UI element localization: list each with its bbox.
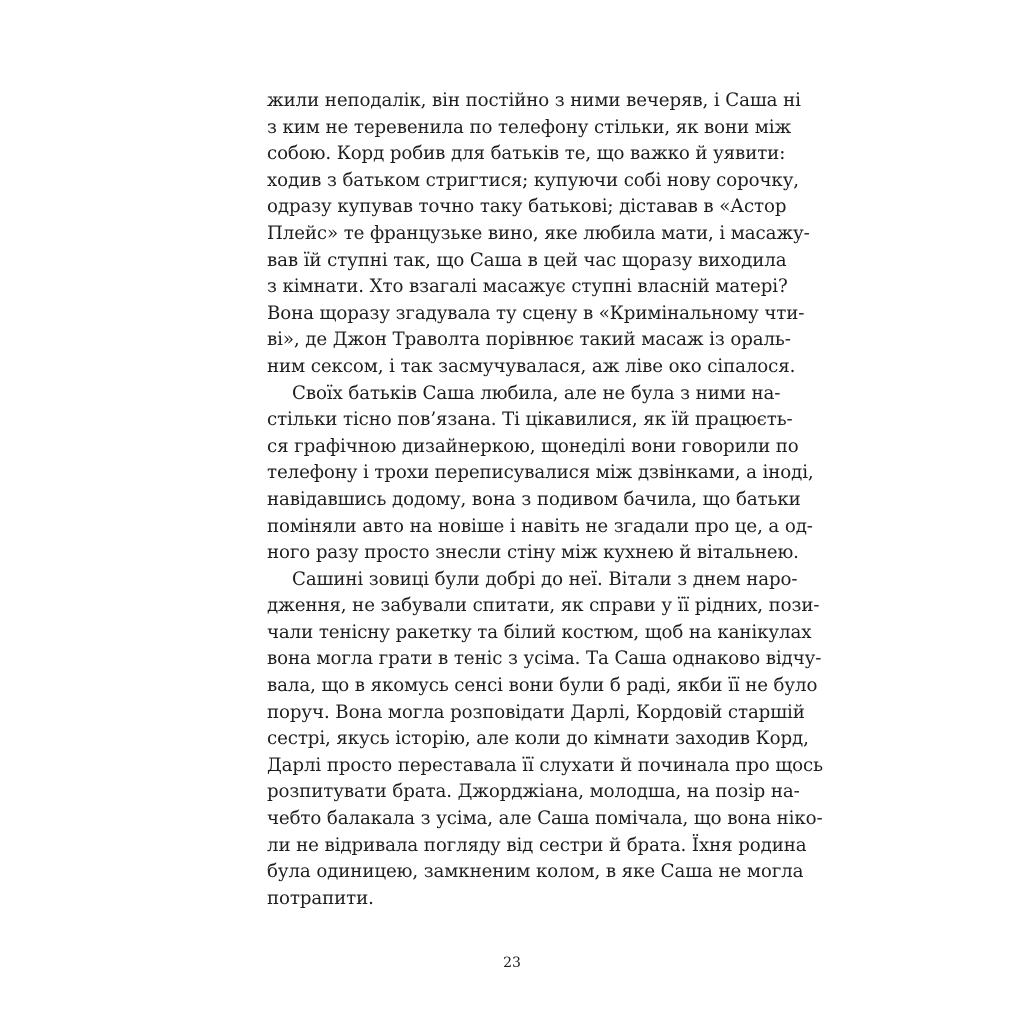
text-line: чали тенісну ракетку та білий костюм, щоб на канікулах	[267, 621, 812, 643]
text-line: Плейс» те французьке вино, яке любила мати, і масажу-	[267, 222, 810, 244]
text-line: Своїх батьків Саша любила, але не була з ними на-	[292, 382, 781, 404]
text-line: вала, що в якомусь сенсі вони були б раді, якби її не було	[267, 675, 818, 697]
text-line: сестрі, якусь історію, але коли до кімнати заходив Корд,	[267, 728, 809, 750]
text-line: ного разу просто знесли стіну між кухнею й вітальнею.	[267, 542, 799, 564]
text-line: ли не відривала погляду від сестри й брата. Їхня родина	[267, 834, 807, 856]
text-line: собою. Корд робив для батьків те, що важко й уявити:	[267, 143, 786, 165]
text-line: з кімнати. Хто взагалі масажує ступні власній матері?	[267, 276, 788, 298]
text-line: жили неподалік, він постійно з ними вечеряв, і Саша ні	[267, 90, 801, 111]
text-line: поміняли авто на новіше і навіть не згадали про це, а од-	[267, 515, 813, 537]
text-line: дження, не забували спитати, як справи у її рідних, пози-	[267, 595, 820, 617]
paragraph	[267, 567, 823, 913]
text-line: ві», де Джон Траволта порівнює такий масаж із ораль-	[267, 329, 791, 351]
text-line: навідавшись додому, вона з подивом бачила, що батьки	[267, 488, 801, 510]
text-line: телефону і трохи переписувалися між дзвінками, а іноді,	[267, 462, 814, 484]
paragraph	[267, 88, 810, 381]
text-line: ся графічною дизайнеркою, щонеділі вони говорили по	[267, 435, 799, 457]
text-line: ним сексом, і так засмучувалася, аж ліве око сіпалося.	[267, 355, 796, 377]
text-line: Сашині зовиці були добрі до неї. Вітали з днем наро-	[292, 568, 798, 590]
text-line: Вона щоразу згадувала ту сцену в «Кримінальному чти-	[267, 302, 805, 324]
text-line: з ким не теревенила по телефону стільки, як вони між	[267, 116, 792, 138]
text-line: чебто балакала з усіма, але Саша помічала, що вона ніко-	[267, 808, 823, 830]
text-line: ходив з батьком стригтися; купуючи собі нову сорочку,	[267, 169, 799, 191]
text-line: вав їй ступні так, що Саша в цей час щоразу виходила	[267, 249, 787, 271]
page-body-text	[267, 88, 823, 912]
page-number: 23	[503, 955, 521, 971]
paragraph	[267, 381, 814, 567]
text-line: розпитувати брата. Джорджіана, молодша, на позір на-	[267, 781, 800, 803]
text-line: стільки тісно пов’язана. Ті цікавилися, як їй працюєть-	[267, 409, 793, 431]
text-line: була одиницею, замкненим колом, в яке Саша не могла	[267, 861, 804, 883]
text-line: поруч. Вона могла розповідати Дарлі, Кордовій старшій	[267, 701, 805, 723]
text-line: потрапити.	[267, 887, 374, 909]
text-line: вона могла грати в теніс з усіма. Та Саша однаково відчу-	[267, 648, 822, 670]
text-line: Дарлі просто переставала її слухати й починала про щось	[267, 754, 823, 776]
text-line: одразу купував точно таку батькові; діставав в «Астор	[267, 196, 787, 218]
